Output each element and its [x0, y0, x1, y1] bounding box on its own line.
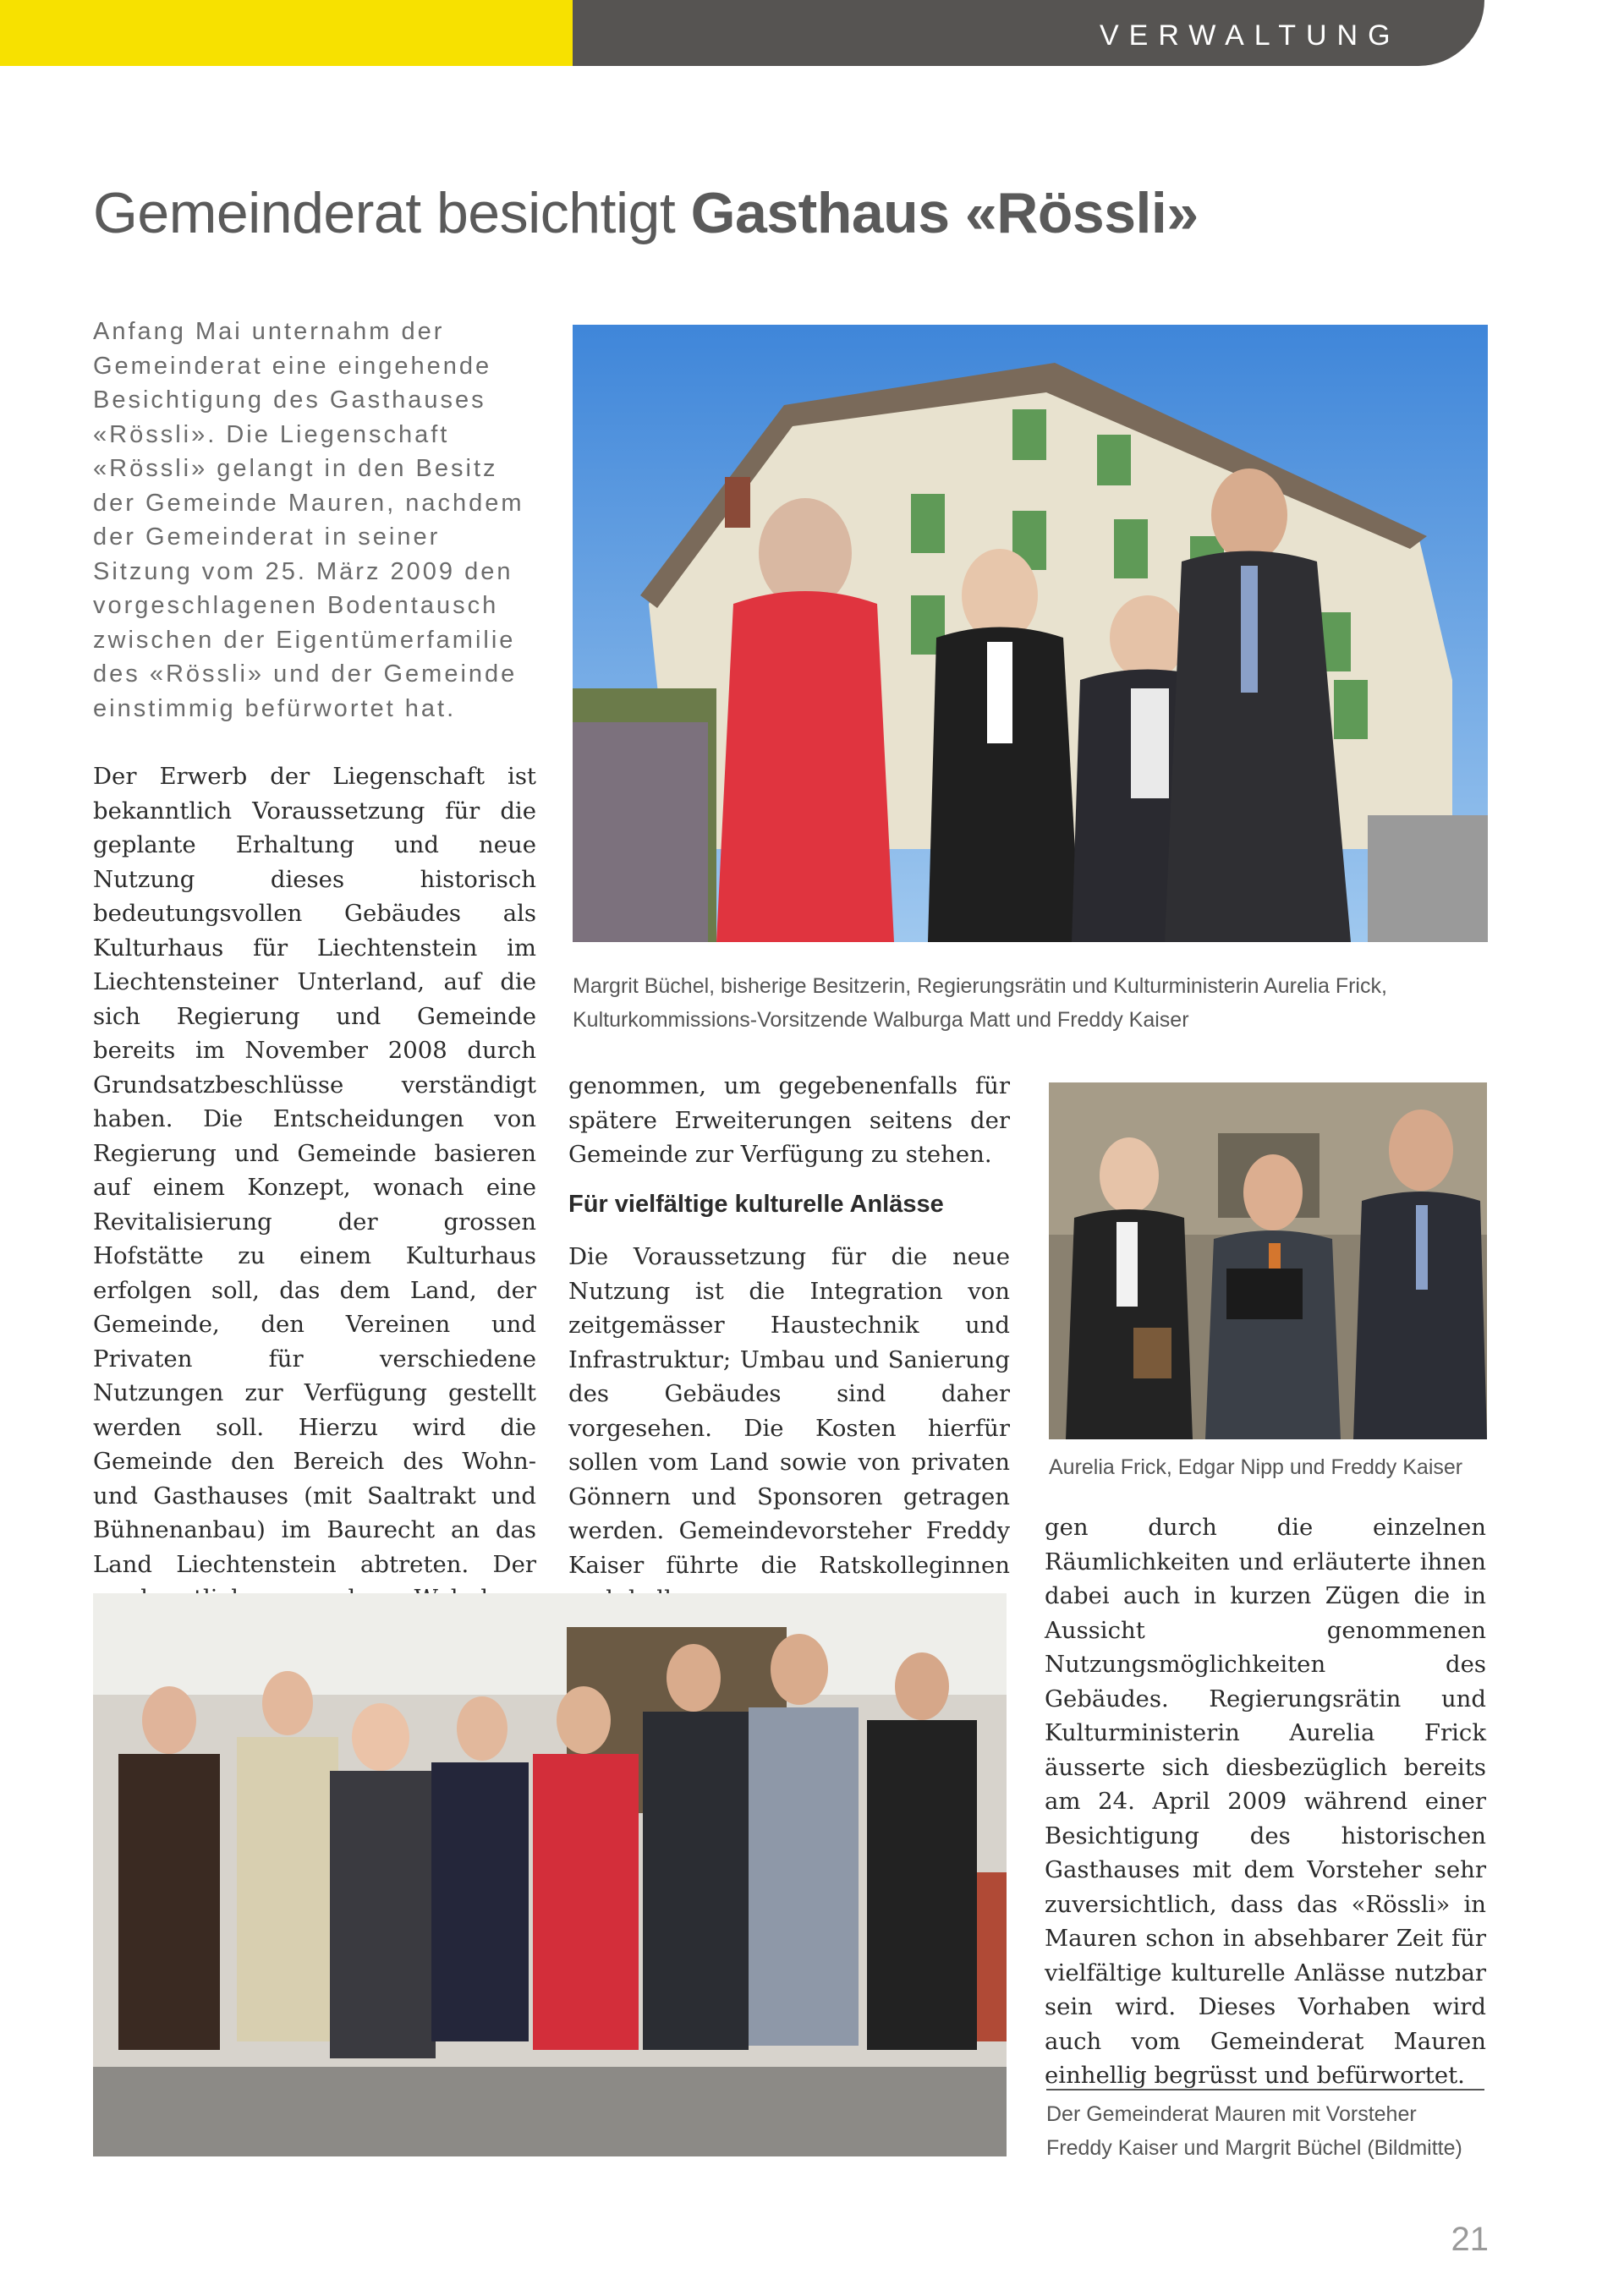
caption-divider	[1046, 2089, 1484, 2091]
photo-interior-visit-illustration	[1049, 1082, 1487, 1439]
lead-paragraph: Anfang Mai unternahm der Gemeinderat eine eingehende Besichtigung des Gasthauses «Rössli». Die Liegenschaft «Rössli» gelangt in den Besitz der Gemeinde Mauren, nachdem der Gemeinderat in seiner Sitzung vom 25. März 2009 den vorgeschlagenen Bodentausch zwischen der Eigentümerfamilie des «Rössli» und der Gemeinde einstimmig befürwortet hat.	[93, 318, 524, 722]
photo-interior-visit-caption: Aurelia Frick, Edgar Nipp und Freddy Kaiser	[1049, 1455, 1463, 1479]
body-column-2-top: genommen, um gegebenenfalls für spätere Erweiterungen seitens der Gemeinde zur Verfügung zu stehen.	[568, 1072, 1010, 1168]
header-accent-bar	[0, 0, 573, 66]
photo-council-group	[93, 1593, 1007, 2156]
photo-interior-visit	[1049, 1082, 1487, 1439]
title-light: Gemeinderat besichtigt	[93, 181, 691, 245]
photo-council-group-illustration	[93, 1593, 1007, 2156]
photo-council-group-caption	[1046, 2097, 1486, 2165]
caption-line: Der Gemeinderat Mauren mit Vorsteher	[1046, 2102, 1417, 2126]
article-title	[93, 179, 1489, 247]
photo-roessli-house	[573, 325, 1488, 942]
body-column-2-bottom: Die Voraussetzung für die neue Nutzung ist die Integration von zeitgemässer Haustechnik und Infrastruktur; Umbau und Sanierung des Gebäudes sind daher vorgesehen. Die Kosten hierfür sollen vom Land sowie von privaten Gönnern und Sponsoren getragen werden. Gemeindevorsteher Freddy Kaiser führte die Ratskolleginnen	[568, 1243, 1010, 1579]
photo-roessli-house-illustration	[573, 325, 1488, 942]
title-bold: Gasthaus «Rössli»	[690, 181, 1199, 245]
caption-line: Kulturkommissions-Vorsitzende Walburga Matt und Freddy Kaiser	[573, 1008, 1189, 1032]
caption-line: Margrit Büchel, bisherige Besitzerin, Regierungsrätin und Kulturministerin Aurelia Frick,	[573, 974, 1387, 998]
body-column-1: Der Erwerb der Liegenschaft ist bekanntlich Voraussetzung für die geplante Erhaltung und neue Nutzung dieses historisch bedeutungsvollen Gebäudes als Kulturhaus für Liechtenstein im Liechtensteiner Unterland, auf die sich Regierung und Gemeinde bereits im November 2008 durch Grundsatzbeschlüsse verständigt haben. Die Entscheidungen von Regierung und Gemeinde basieren auf einem Konzept, wonach eine Revitalisierung der grossen Hofstätte zu einem Kulturhaus erfolgen soll, das dem Land, der Gemeinde, den Vereinen und Privaten für verschiedene Nutzungen zur Verfügung gestellt werden soll. Hierzu wird die Gemeinde den Bereich des Wohn- und Gasthauses (mit Saaltrakt und Bühnenanbau) im Baurecht an das Land Liechtenstein abtreten. Der	[93, 763, 536, 1578]
page-number: 21	[1451, 2221, 1489, 2258]
photo-roessli-house-caption	[573, 969, 1495, 1037]
subheading: Für vielfältige kulturelle Anlässe	[568, 1191, 944, 1218]
caption-line: Freddy Kaiser und Margrit Büchel (Bildmitte)	[1046, 2136, 1462, 2160]
section-label: VERWALTUNG	[1100, 19, 1401, 52]
body-column-3: gen durch die einzelnen Räumlichkeiten und erläuterte ihnen dabei auch in kurzen Zügen die in Aussicht genommenen Nutzungsmöglichkeiten des Gebäudes. Regierungsrätin und Kulturministerin Aurelia Frick äusserte sich diesbezüglich bereits am 24. April 2009 während einer Besichtigung des historischen Gasthauses mit dem Vorsteher sehr zuversichtlich, dass das «Rössli» in Mauren schon in absehbarer Zeit für vielfältige kulturelle Anlässe nutzbar sein wird. Dieses Vorhaben wird auch vom Gemeinderat Mauren einhellig begrüsst und befürwortet.	[1045, 1514, 1486, 2089]
